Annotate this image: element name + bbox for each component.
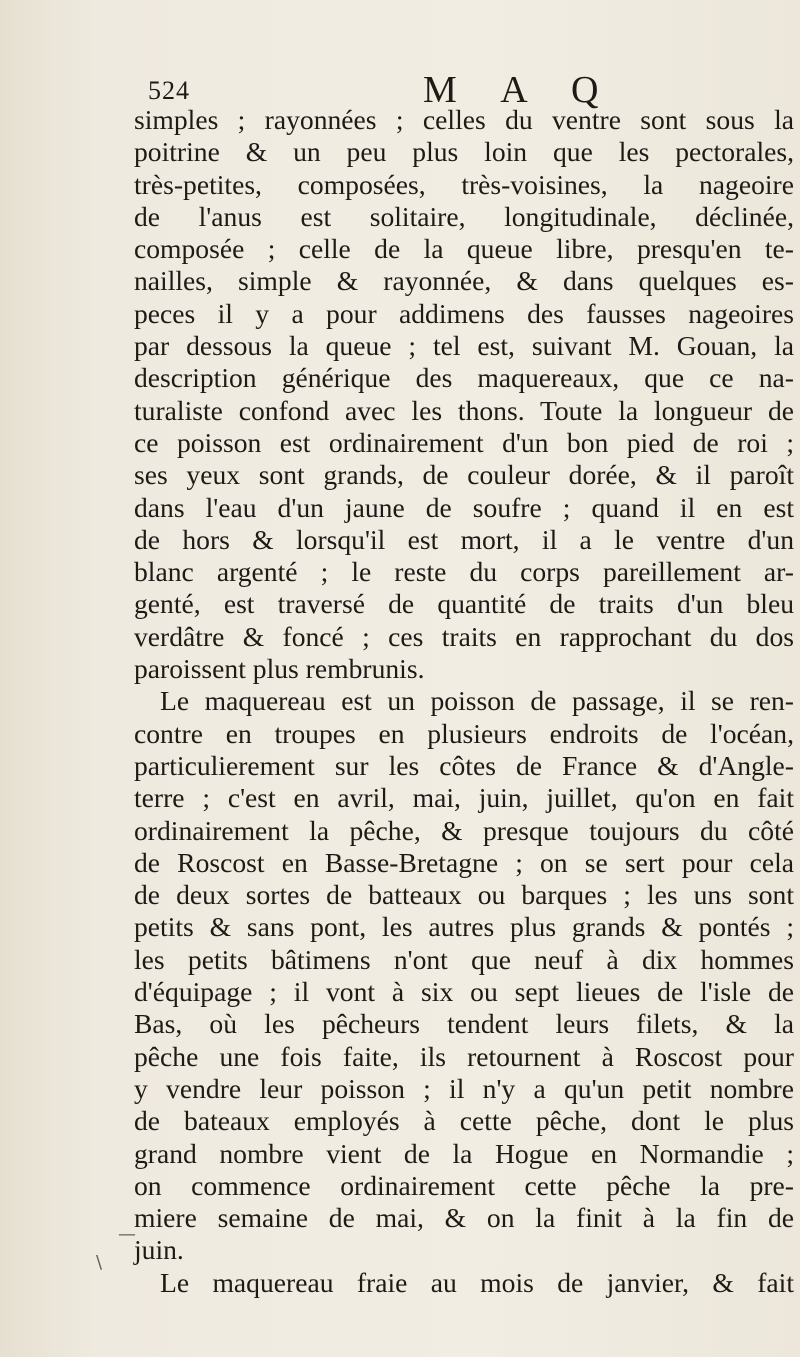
text-line: genté, est traversé de quantité de traits d'un bleu: [134, 588, 794, 620]
text-line: par dessous la queue ; tel est, suivant M. Gouan, la: [134, 330, 794, 362]
text-line: contre en troupes en plusieurs endroits de l'océan,: [134, 717, 794, 749]
text-line: très-petites, composées, très-voisines, la nageoire: [134, 168, 794, 200]
text-line: Le maquereau est un poisson de passage, il se ren-: [160, 685, 794, 717]
text-line: de Roscost en Basse-Bretagne ; on se sert pour cela: [134, 846, 794, 878]
text-line: de bateaux employés à cette pêche, dont le plus: [134, 1105, 794, 1137]
text-line: turaliste confond avec les thons. Toute la longueur de: [134, 394, 794, 426]
text-line: d'équipage ; il vont à six ou sept lieues de l'isle de: [134, 976, 794, 1008]
text-line: blanc argenté ; le reste du corps pareillement ar-: [134, 556, 794, 588]
text-line: description générique des maquereaux, que ce na-: [134, 362, 794, 394]
text-line: Bas, où les pêcheurs tendent leurs filets, & la: [134, 1008, 794, 1040]
text-line: particulierement sur les côtes de France & d'Angle-: [134, 749, 794, 781]
text-line: ses yeux sont grands, de couleur dorée, & il paroît: [134, 459, 794, 491]
text-line: grand nombre vient de la Hogue en Normandie ;: [134, 1137, 794, 1169]
text-line: de hors & lorsqu'il est mort, il a le ventre d'un: [134, 523, 794, 555]
text-line: y vendre leur poisson ; il n'y a qu'un petit nombre: [134, 1072, 794, 1104]
text-line: poitrine & un peu plus loin que les pectorales,: [134, 136, 794, 168]
text-line: ordinairement la pêche, & presque toujours du côté: [134, 814, 794, 846]
text-line: paroissent plus rembrunis.: [134, 653, 425, 685]
text-line: miere semaine de mai, & on la finit à la fin de: [134, 1202, 794, 1234]
text-line: pêche une fois faite, ils retournent à Roscost pour: [134, 1040, 794, 1072]
page-number: 524: [148, 76, 190, 105]
margin-tick-mark: \: [96, 1252, 103, 1273]
text-line: juin.: [134, 1234, 184, 1266]
text-line: dans l'eau d'un jaune de soufre ; quand il en est: [134, 491, 794, 523]
text-line: verdâtre & foncé ; ces traits en rapprochant du dos: [134, 620, 794, 652]
text-line: on commence ordinairement cette pêche la pre-: [134, 1169, 794, 1201]
text-line: petits & sans pont, les autres plus grands & pontés ;: [134, 911, 794, 943]
text-line: simples ; rayonnées ; celles du ventre sont sous la: [134, 104, 794, 135]
text-line: composée ; celle de la queue libre, presqu'en te-: [134, 233, 794, 265]
text-line: Le maquereau fraie au mois de janvier, & fait: [160, 1266, 794, 1298]
text-line: terre ; c'est en avril, mai, juin, juillet, qu'on en fait: [134, 782, 794, 814]
ink-stroke-mark: —: [118, 1224, 136, 1245]
page-header: [148, 68, 648, 111]
body-text: [134, 104, 794, 1299]
text-line: de l'anus est solitaire, longitudinale, déclinée,: [134, 200, 794, 232]
text-line: peces il y a pour addimens des fausses nageoires: [134, 297, 794, 329]
running-head: M A Q: [423, 69, 617, 111]
text-line: les petits bâtimens n'ont que neuf à dix hommes: [134, 943, 794, 975]
text-line: de deux sortes de batteaux ou barques ; les uns sont: [134, 879, 794, 911]
text-line: nailles, simple & rayonnée, & dans quelques es-: [134, 265, 794, 297]
text-line: ce poisson est ordinairement d'un bon pied de roi ;: [134, 426, 794, 458]
